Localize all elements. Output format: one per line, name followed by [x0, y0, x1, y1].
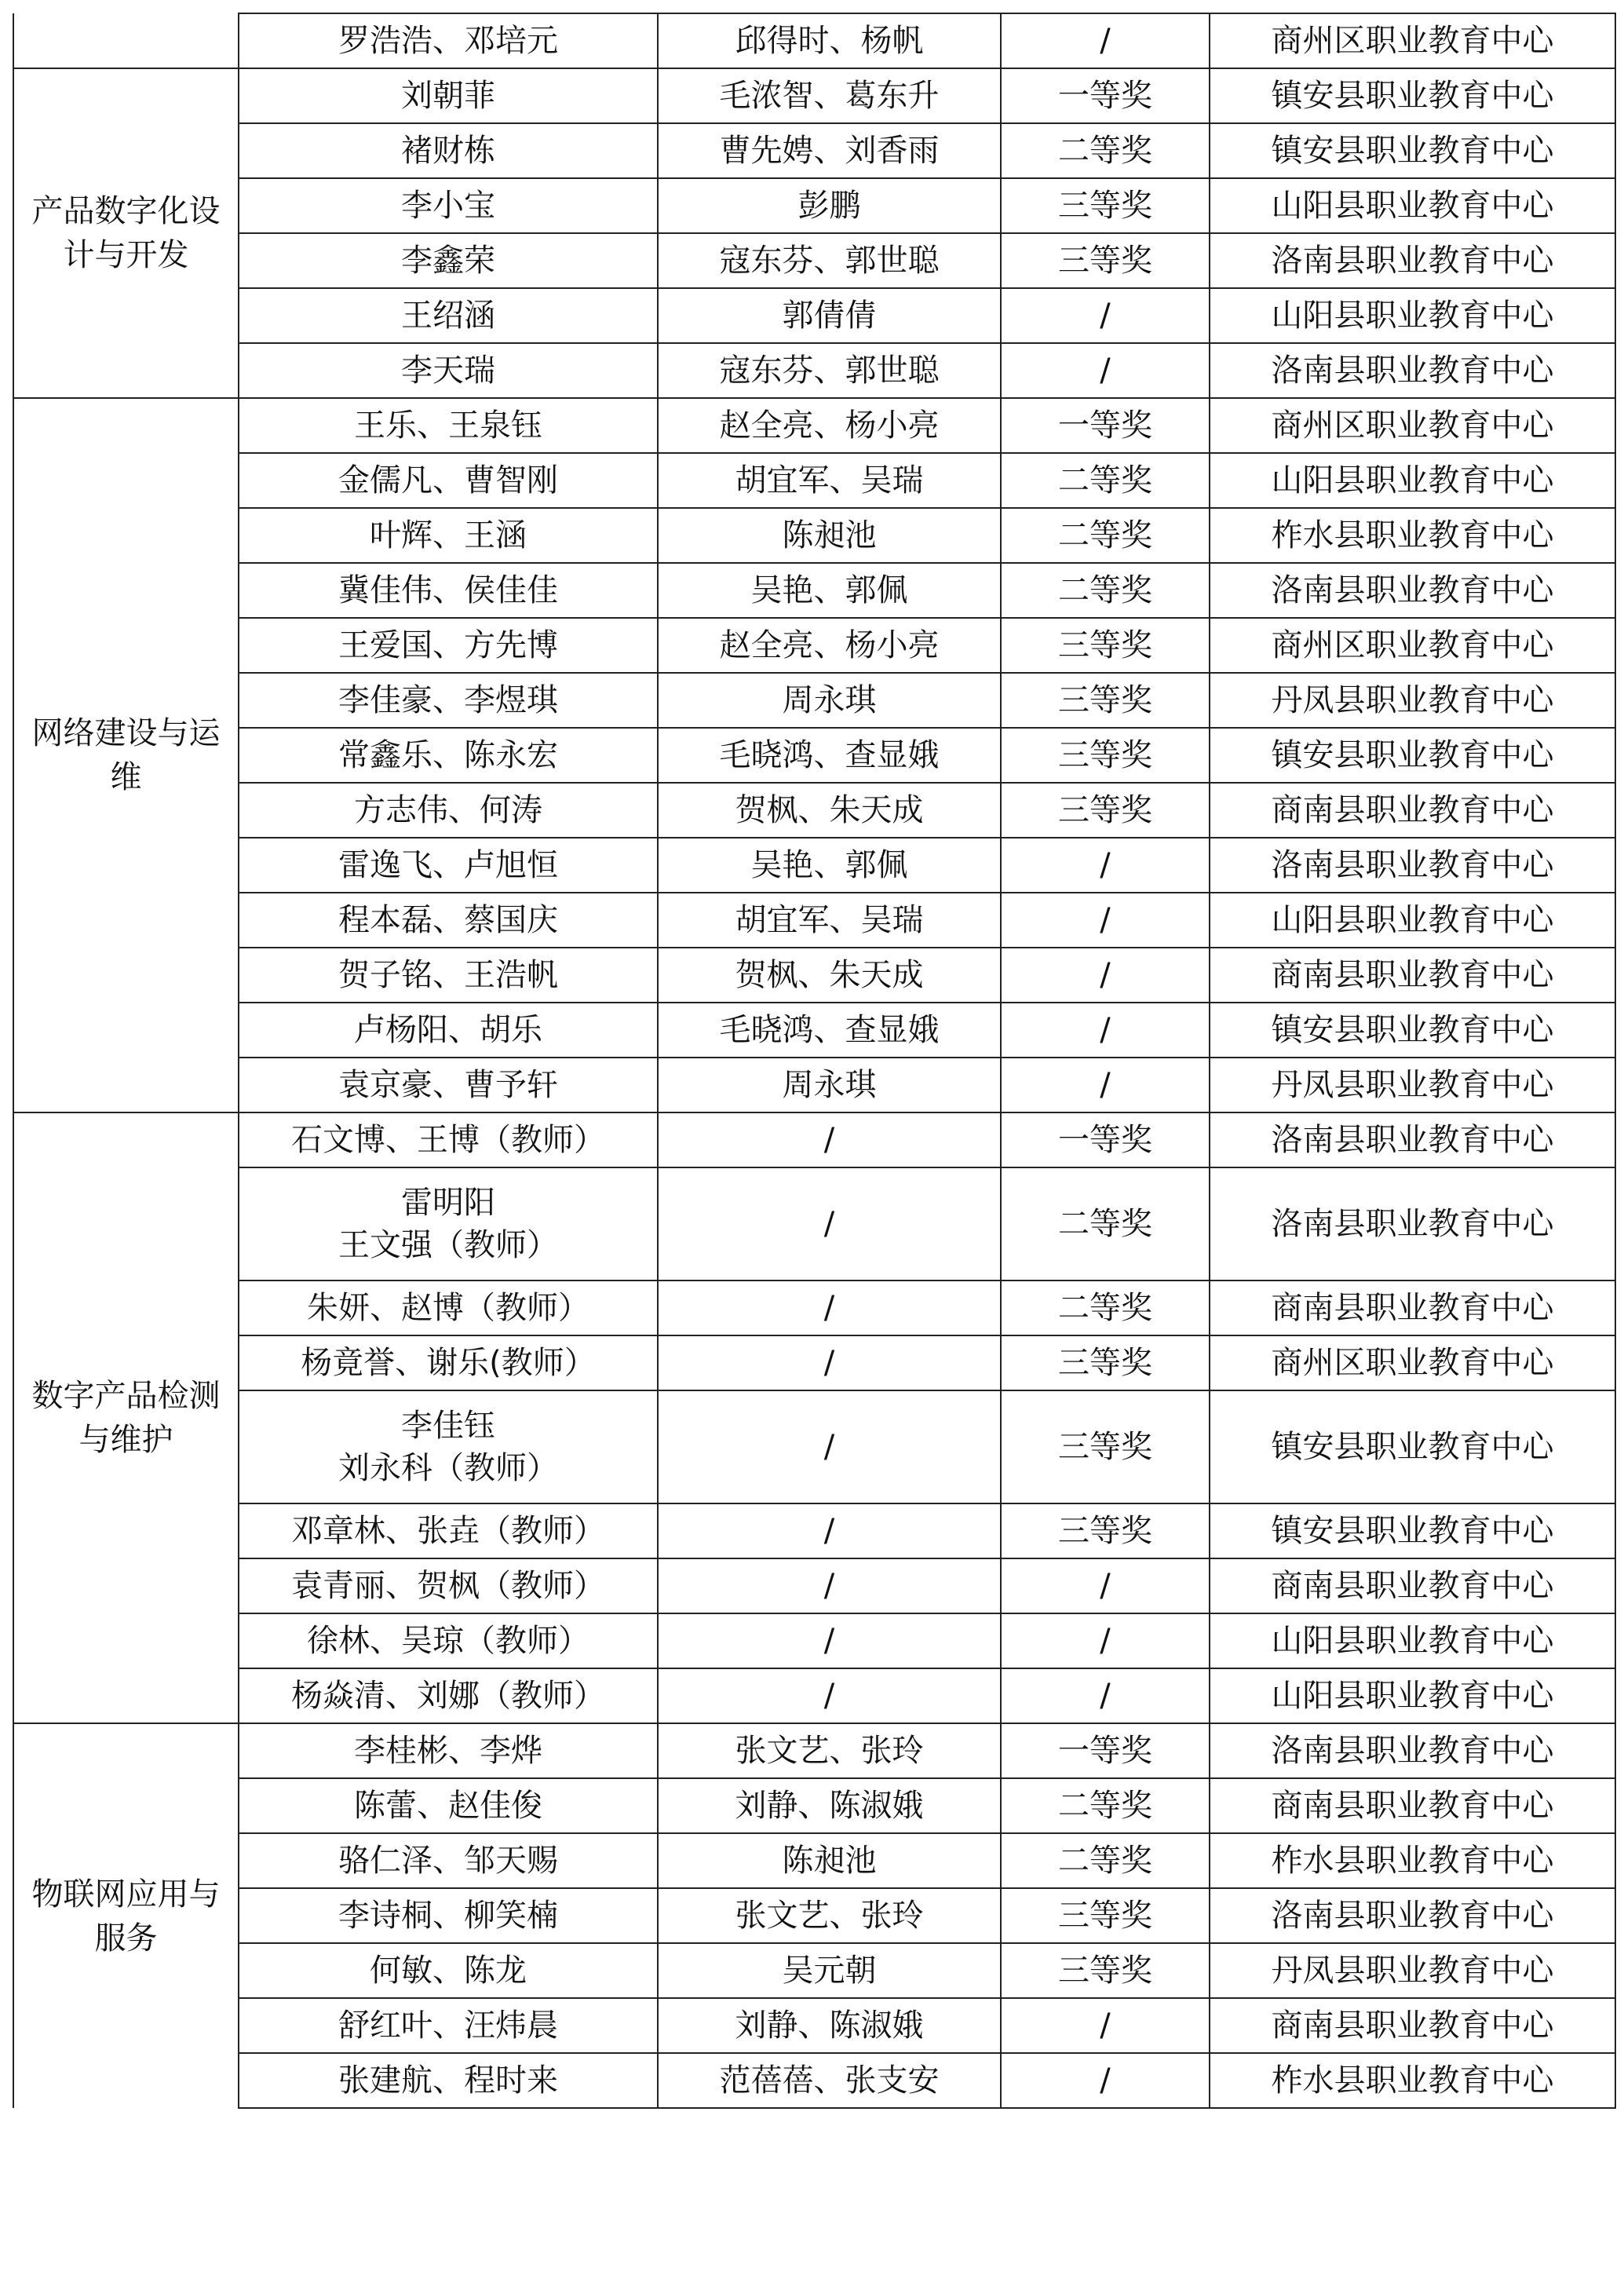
teachers-cell: 吴元朝 — [658, 1943, 1001, 1998]
table-row — [13, 1003, 1615, 1058]
teachers-cell: / — [658, 1390, 1001, 1503]
table-row — [13, 783, 1615, 838]
school-cell: 洛南县职业教育中心 — [1210, 233, 1615, 288]
school-cell: 商南县职业教育中心 — [1210, 783, 1615, 838]
school-cell: 洛南县职业教育中心 — [1210, 343, 1615, 398]
teachers-cell: 邱得时、杨帆 — [658, 13, 1001, 68]
students-cell: 邓章林、张垚（教师） — [239, 1503, 658, 1558]
award-cell: 三等奖 — [1001, 783, 1210, 838]
award-cell: / — [1001, 1058, 1210, 1112]
students-cell: 李天瑞 — [239, 343, 658, 398]
teachers-cell: 寇东芬、郭世聪 — [658, 233, 1001, 288]
award-cell: / — [1001, 1003, 1210, 1058]
teachers-cell: 胡宜军、吴瑞 — [658, 453, 1001, 508]
school-cell: 洛南县职业教育中心 — [1210, 1167, 1615, 1281]
category-cell: 数字产品检测与维护 — [13, 1112, 239, 1723]
award-cell: / — [1001, 343, 1210, 398]
school-cell: 商州区职业教育中心 — [1210, 1335, 1615, 1390]
students-cell: 袁京豪、曹予轩 — [239, 1058, 658, 1112]
teachers-cell: 陈昶池 — [658, 1833, 1001, 1888]
teachers-cell: 毛浓智、葛东升 — [658, 68, 1001, 123]
category-cell-continued — [13, 13, 239, 68]
teachers-cell: / — [658, 1335, 1001, 1390]
teachers-cell: 周永琪 — [658, 1058, 1001, 1112]
teachers-cell: / — [658, 1167, 1001, 1281]
teachers-cell: 毛晓鸿、查显娥 — [658, 1003, 1001, 1058]
school-cell: 山阳县职业教育中心 — [1210, 1668, 1615, 1723]
students-cell: 王乐、王泉钰 — [239, 398, 658, 453]
table-row — [13, 1888, 1615, 1943]
award-cell: 三等奖 — [1001, 1390, 1210, 1503]
students-cell — [239, 1167, 658, 1281]
teachers-cell: 吴艳、郭佩 — [658, 563, 1001, 618]
table-row — [13, 1723, 1615, 1778]
award-cell: / — [1001, 1613, 1210, 1668]
table-row — [13, 508, 1615, 563]
school-cell: 镇安县职业教育中心 — [1210, 728, 1615, 783]
school-cell: 柞水县职业教育中心 — [1210, 508, 1615, 563]
award-cell: 一等奖 — [1001, 398, 1210, 453]
teachers-cell: / — [658, 1558, 1001, 1613]
students-cell: 褚财栋 — [239, 123, 658, 178]
students-line: 王文强（教师） — [338, 1227, 558, 1263]
students-cell: 杨焱清、刘娜（教师） — [239, 1668, 658, 1723]
award-cell: 三等奖 — [1001, 1943, 1210, 1998]
students-cell: 李小宝 — [239, 178, 658, 233]
award-cell: 一等奖 — [1001, 1723, 1210, 1778]
table-body — [13, 13, 1615, 2108]
school-cell: 山阳县职业教育中心 — [1210, 1613, 1615, 1668]
teachers-cell: 吴艳、郭佩 — [658, 838, 1001, 893]
school-cell: 山阳县职业教育中心 — [1210, 178, 1615, 233]
school-cell: 柞水县职业教育中心 — [1210, 1833, 1615, 1888]
table-row — [13, 1613, 1615, 1668]
teachers-cell: 寇东芬、郭世聪 — [658, 343, 1001, 398]
award-cell: 二等奖 — [1001, 1281, 1210, 1335]
teachers-cell: 贺枫、朱天成 — [658, 948, 1001, 1003]
students-cell: 金儒凡、曹智刚 — [239, 453, 658, 508]
award-cell: 三等奖 — [1001, 178, 1210, 233]
table-row — [13, 1943, 1615, 1998]
school-cell: 洛南县职业教育中心 — [1210, 1723, 1615, 1778]
teachers-cell: 贺枫、朱天成 — [658, 783, 1001, 838]
teachers-cell: 刘静、陈淑娥 — [658, 1778, 1001, 1833]
teachers-cell: 范蓓蓓、张支安 — [658, 2053, 1001, 2108]
table-row — [13, 1390, 1615, 1503]
table-row — [13, 673, 1615, 728]
table-row — [13, 618, 1615, 673]
teachers-cell: 周永琪 — [658, 673, 1001, 728]
students-cell: 王爱国、方先博 — [239, 618, 658, 673]
table-row — [13, 948, 1615, 1003]
students-cell: 程本磊、蔡国庆 — [239, 893, 658, 948]
award-cell: / — [1001, 893, 1210, 948]
students-cell: 冀佳伟、侯佳佳 — [239, 563, 658, 618]
students-cell: 王绍涵 — [239, 288, 658, 343]
teachers-cell: 彭鹏 — [658, 178, 1001, 233]
school-cell: 柞水县职业教育中心 — [1210, 2053, 1615, 2108]
students-cell: 石文博、王博（教师） — [239, 1112, 658, 1167]
teachers-cell: 张文艺、张玲 — [658, 1888, 1001, 1943]
school-cell: 丹凤县职业教育中心 — [1210, 673, 1615, 728]
school-cell: 洛南县职业教育中心 — [1210, 563, 1615, 618]
students-cell: 李诗桐、柳笑楠 — [239, 1888, 658, 1943]
students-cell: 杨竟誉、谢乐(教师） — [239, 1335, 658, 1390]
students-line: 李佳钰 — [401, 1408, 495, 1444]
students-cell: 刘朝菲 — [239, 68, 658, 123]
award-cell: 三等奖 — [1001, 1503, 1210, 1558]
award-cell: / — [1001, 1558, 1210, 1613]
table-row — [13, 1112, 1615, 1167]
teachers-cell: 毛晓鸿、查显娥 — [658, 728, 1001, 783]
table-row — [13, 398, 1615, 453]
table-row — [13, 1058, 1615, 1112]
school-cell: 商南县职业教育中心 — [1210, 1778, 1615, 1833]
school-cell: 商南县职业教育中心 — [1210, 1998, 1615, 2053]
school-cell: 商州区职业教育中心 — [1210, 618, 1615, 673]
school-cell: 山阳县职业教育中心 — [1210, 288, 1615, 343]
category-cell: 产品数字化设计与开发 — [13, 68, 239, 398]
award-cell: 三等奖 — [1001, 233, 1210, 288]
award-cell: / — [1001, 1998, 1210, 2053]
teachers-cell: 刘静、陈淑娥 — [658, 1998, 1001, 2053]
award-cell: 二等奖 — [1001, 563, 1210, 618]
teachers-cell: 胡宜军、吴瑞 — [658, 893, 1001, 948]
table-row — [13, 178, 1615, 233]
table-row — [13, 1503, 1615, 1558]
school-cell: 山阳县职业教育中心 — [1210, 453, 1615, 508]
award-cell: / — [1001, 838, 1210, 893]
teachers-cell: 曹先娉、刘香雨 — [658, 123, 1001, 178]
award-cell: 二等奖 — [1001, 123, 1210, 178]
school-cell: 山阳县职业教育中心 — [1210, 893, 1615, 948]
award-cell: 二等奖 — [1001, 1833, 1210, 1888]
students-cell: 雷逸飞、卢旭恒 — [239, 838, 658, 893]
students-cell: 舒红叶、汪炜晨 — [239, 1998, 658, 2053]
students-cell: 常鑫乐、陈永宏 — [239, 728, 658, 783]
table-row — [13, 838, 1615, 893]
award-cell: 三等奖 — [1001, 673, 1210, 728]
award-cell: / — [1001, 13, 1210, 68]
table-row — [13, 343, 1615, 398]
category-cell: 物联网应用与服务 — [13, 1723, 239, 2108]
teachers-cell: / — [658, 1112, 1001, 1167]
table-row — [13, 123, 1615, 178]
students-cell: 方志伟、何涛 — [239, 783, 658, 838]
award-cell: 二等奖 — [1001, 453, 1210, 508]
award-cell: / — [1001, 948, 1210, 1003]
students-line: 刘永科（教师） — [338, 1450, 558, 1486]
table-row — [13, 1167, 1615, 1281]
award-cell: 三等奖 — [1001, 618, 1210, 673]
award-cell: 三等奖 — [1001, 1335, 1210, 1390]
school-cell: 洛南县职业教育中心 — [1210, 1112, 1615, 1167]
students-cell: 李佳豪、李煜琪 — [239, 673, 658, 728]
school-cell: 镇安县职业教育中心 — [1210, 1390, 1615, 1503]
school-cell: 镇安县职业教育中心 — [1210, 68, 1615, 123]
table-row — [13, 563, 1615, 618]
students-cell: 骆仁泽、邹天赐 — [239, 1833, 658, 1888]
teachers-cell: / — [658, 1668, 1001, 1723]
table-row — [13, 233, 1615, 288]
school-cell: 镇安县职业教育中心 — [1210, 1503, 1615, 1558]
students-cell: 叶辉、王涵 — [239, 508, 658, 563]
teachers-cell: / — [658, 1503, 1001, 1558]
award-cell: 二等奖 — [1001, 1167, 1210, 1281]
table-row — [13, 68, 1615, 123]
award-cell: / — [1001, 2053, 1210, 2108]
teachers-cell: 赵全亮、杨小亮 — [658, 398, 1001, 453]
table-row — [13, 893, 1615, 948]
school-cell: 丹凤县职业教育中心 — [1210, 1058, 1615, 1112]
school-cell: 商州区职业教育中心 — [1210, 398, 1615, 453]
award-results-table — [13, 13, 1616, 2109]
award-cell: 二等奖 — [1001, 1778, 1210, 1833]
award-cell: / — [1001, 288, 1210, 343]
table-row — [13, 1778, 1615, 1833]
award-cell: / — [1001, 1668, 1210, 1723]
table-row — [13, 453, 1615, 508]
students-cell: 李桂彬、李烨 — [239, 1723, 658, 1778]
teachers-cell: / — [658, 1613, 1001, 1668]
students-cell: 徐林、吴琼（教师） — [239, 1613, 658, 1668]
school-cell: 商南县职业教育中心 — [1210, 1281, 1615, 1335]
students-cell: 罗浩浩、邓培元 — [239, 13, 658, 68]
teachers-cell: 郭倩倩 — [658, 288, 1001, 343]
table-row — [13, 728, 1615, 783]
teachers-cell: / — [658, 1281, 1001, 1335]
category-cell: 网络建设与运维 — [13, 398, 239, 1112]
students-cell: 袁青丽、贺枫（教师） — [239, 1558, 658, 1613]
school-cell: 商南县职业教育中心 — [1210, 1558, 1615, 1613]
table-row — [13, 1998, 1615, 2053]
school-cell: 镇安县职业教育中心 — [1210, 123, 1615, 178]
table-row — [13, 13, 1615, 68]
students-cell: 贺子铭、王浩帆 — [239, 948, 658, 1003]
students-cell: 张建航、程时来 — [239, 2053, 658, 2108]
teachers-cell: 陈昶池 — [658, 508, 1001, 563]
table-row — [13, 1833, 1615, 1888]
table-row — [13, 1558, 1615, 1613]
table-row — [13, 1281, 1615, 1335]
teachers-cell: 赵全亮、杨小亮 — [658, 618, 1001, 673]
teachers-cell: 张文艺、张玲 — [658, 1723, 1001, 1778]
school-cell: 镇安县职业教育中心 — [1210, 1003, 1615, 1058]
award-cell: 一等奖 — [1001, 1112, 1210, 1167]
students-line: 雷明阳 — [401, 1185, 495, 1221]
school-cell: 洛南县职业教育中心 — [1210, 1888, 1615, 1943]
students-cell: 陈蕾、赵佳俊 — [239, 1778, 658, 1833]
school-cell: 商南县职业教育中心 — [1210, 948, 1615, 1003]
students-cell: 朱妍、赵博（教师） — [239, 1281, 658, 1335]
students-cell: 卢杨阳、胡乐 — [239, 1003, 658, 1058]
students-cell: 何敏、陈龙 — [239, 1943, 658, 1998]
table-row — [13, 288, 1615, 343]
award-cell: 一等奖 — [1001, 68, 1210, 123]
award-cell: 二等奖 — [1001, 508, 1210, 563]
school-cell: 商州区职业教育中心 — [1210, 13, 1615, 68]
school-cell: 丹凤县职业教育中心 — [1210, 1943, 1615, 1998]
award-cell: 三等奖 — [1001, 728, 1210, 783]
students-cell: 李鑫荣 — [239, 233, 658, 288]
school-cell: 洛南县职业教育中心 — [1210, 838, 1615, 893]
table-row — [13, 1668, 1615, 1723]
table-row — [13, 2053, 1615, 2108]
students-cell — [239, 1390, 658, 1503]
table-row — [13, 1335, 1615, 1390]
award-cell: 三等奖 — [1001, 1888, 1210, 1943]
